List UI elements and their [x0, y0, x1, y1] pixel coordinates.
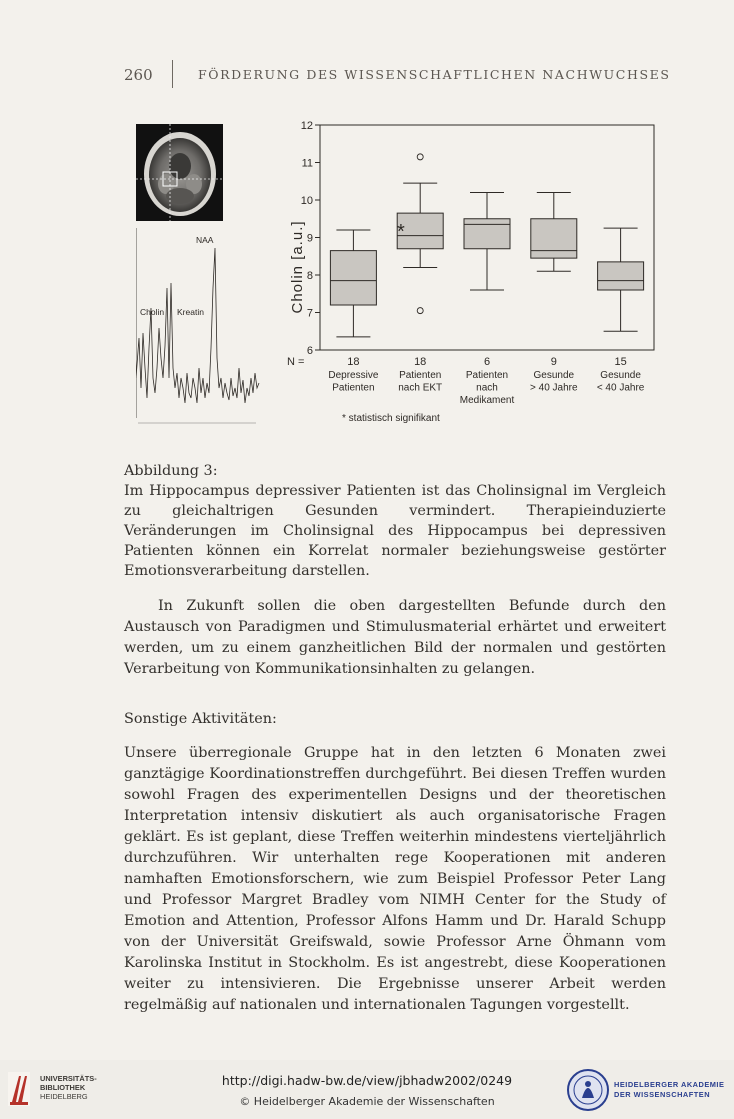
figure-3 [120, 115, 665, 445]
group-n-label: 15 [614, 356, 627, 368]
box [464, 219, 510, 249]
group-category-label: nach [476, 382, 498, 394]
section-heading-activities: Sonstige Aktivitäten: [124, 711, 277, 727]
digital-library-footer [0, 1060, 734, 1119]
outlier-point [417, 308, 423, 314]
group-category-label: Patienten [399, 370, 442, 381]
paragraph-future-work: In Zukunft sollen die oben dargestellten Befunde durch den Austausch von Paradigmen und Stimulusmaterial erhärtet und erweitert werden, um zu einem ganzheitlichen Bild der normalen und gestörten Verarbeitung von Kommunikationsinhalten zu gelangen. [124, 598, 666, 677]
caption-text: Im Hippocampus depressiver Patienten ist das Cholinsignal im Vergleich zu gleichaltrigen Gesunden vermindert. Therapieinduzierte Veränderungen im Cholinsignal des Hippocampus bei depressiven Patienten können ein Korrelat normaler beziehungsweise gestörter Emotionsverarbeitung darstellen. [124, 483, 666, 579]
running-title: FÖRDERUNG DES WISSENSCHAFTLICHEN NACHWUCHSES [198, 67, 671, 82]
cholin-peak-label: Cholin [140, 307, 165, 317]
y-axis-label: Cholin [a.u.] [289, 220, 306, 314]
group-category-label: Gesunde [533, 370, 575, 381]
group-category-label: Patienten [332, 382, 375, 394]
y-tick-label: 8 [306, 270, 313, 282]
y-tick-label: 12 [300, 120, 313, 132]
academy-name: HEIDELBERGER AKADEMIE DER WISSENSCHAFTEN [614, 1080, 725, 1099]
mr-spectrum-plot [136, 228, 260, 443]
spectrum-trace [136, 248, 259, 403]
copyright-notice: © Heidelberger Akademie der Wissenschaften [239, 1095, 495, 1108]
y-tick-label: 6 [306, 345, 313, 357]
group-category-label: > 40 Jahre [530, 382, 578, 394]
figure-caption [124, 461, 666, 581]
group-category-label: < 40 Jahre [596, 382, 645, 394]
box [598, 262, 644, 290]
group-category-label: Patienten [465, 370, 509, 381]
permalink-url[interactable]: http://digi.hadw-bw.de/view/jbhadw2002/0249 [221, 1073, 513, 1088]
mri-scan-image [136, 124, 223, 221]
significance-marker: * [397, 221, 405, 243]
group-n-label: 9 [550, 356, 557, 368]
academy-seal-icon [566, 1068, 610, 1112]
box [531, 219, 577, 258]
paragraph-activities: Unsere überregionale Gruppe hat in den letzten 6 Monaten zwei ganztägige Koordinationstreffen durchgeführt. Bei diesen Treffen wurden sowohl Fragen des experimentellen Designs und der theoretischen Interpretation intensiv diskutiert als auch organisatorische Fragen geklärt. Es ist geplant, diese Treffen weiterhin mindestens vierteljährlich durchzuführen. Wir unterhalten rege Kooperationen mit anderen namhaften Emotionsforschern, wie zum Beispiel Professor Peter Lang und Professor Margret Bradley vom NIMH Center for the Study of Emotion and Attention, Professor Alfons Hamm und Dr. Harald Schupp von der Universität Greifswald, sowie Professor Arne Öhmann vom Karolinska Institut in Stockholm. Es ist angestrebt, diese Kooperationen weiter zu intensivieren. Die Ergebnisse unserer Arbeit werden regelmäßig auf nationalen und internationalen Tagungen vorgestellt. [124, 745, 666, 1013]
library-name: UNIVERSITÄTS- BIBLIOTHEK HEIDELBERG [40, 1074, 97, 1101]
group-category-label: nach EKT [398, 382, 443, 394]
header-divider [172, 60, 173, 88]
group-category-label: Medikament [459, 395, 515, 406]
kreatin-peak-label: Kreatin [177, 307, 204, 317]
cholin-boxplot [276, 115, 665, 433]
group-category-label: Depressive [328, 370, 379, 381]
box [330, 251, 376, 305]
y-tick-label: 10 [300, 195, 313, 207]
outlier-point [417, 154, 423, 160]
group-category-label: Gesunde [600, 370, 641, 381]
y-tick-label: 7 [306, 307, 313, 320]
group-n-label: 6 [483, 356, 491, 368]
academy-logo[interactable] [566, 1068, 726, 1114]
y-tick-label: 9 [306, 232, 313, 245]
group-n-label: 18 [414, 356, 427, 368]
significance-note: * statistisch signifikant [342, 413, 440, 424]
naa-peak-label: NAA [196, 235, 214, 245]
running-head [124, 66, 684, 90]
group-n-label: 18 [347, 356, 360, 368]
n-label: N = [287, 356, 305, 368]
page-number: 260 [124, 66, 153, 84]
y-tick-label: 11 [301, 157, 313, 170]
caption-label: Abbildung 3: [124, 463, 218, 479]
